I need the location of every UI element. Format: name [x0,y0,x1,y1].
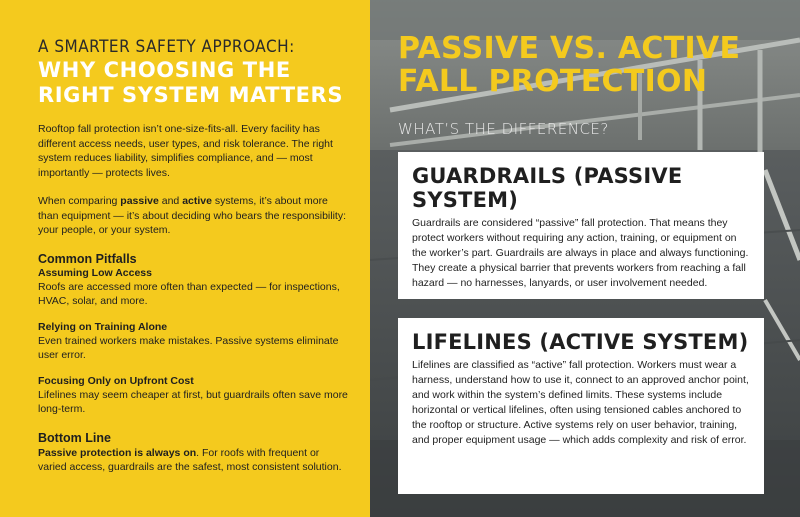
right-title-line-1: PASSIVE VS. ACTIVE [398,31,741,66]
left-headline [38,58,348,108]
compare-bold-active: active [182,195,212,207]
pitfall-text-3: Lifelines may seem cheaper at first, but guardrails often save more long-term. [38,388,348,415]
compare-text-2: and [158,195,183,207]
compare-text-1: When comparing [38,195,121,207]
lifelines-card-text: Lifelines are classified as “active” fall protection. Workers must wear a harness, understand how to use it, connect to an approved anchor point, and work within the system’s defined limits. These systems include horizontal or vertical lifelines, often using tensioned cables anchored to the rooftop or structure. Active systems rely on user behavior, training, and proper equipment usage — which adds complexity and risk of error. [412,359,749,446]
pitfall-text-2: Even trained workers make mistakes. Passive systems eliminate user error. [38,334,339,361]
pitfall-text-1: Roofs are accessed more often than expected — for inspections, HVAC, solar, and more. [38,280,340,307]
lifelines-card [398,318,764,494]
headline-line-2: RIGHT SYSTEM MATTERS [38,83,344,107]
guardrails-card-text: Guardrails are considered “passive” fall protection. That means they protect workers without requiring any action, training, or equipment on the worker’s part. Guardrails are always in place and always functioning. They create a physical barrier that prevents workers from reaching a fall hazard — no harnesses, lanyards, or user involvement needed. [412,217,749,289]
bottom-line-text [38,446,348,475]
guardrails-card-title: GUARDRAILS (PASSIVE SYSTEM) [412,164,683,212]
lifelines-card-title: LIFELINES (ACTIVE SYSTEM) [412,330,749,354]
guardrails-card [398,152,764,299]
right-subtitle: WHAT’S THE DIFFERENCE? [398,120,609,138]
intro-paragraph: Rooftop fall protection isn’t one-size-fits-all. Every facility has different access needs, user types, and risk tolerance. The right system reduces liability, simplifies compliance, and — most importantly — protects lives. [38,123,333,179]
compare-text-3: systems, it’s about more than equipment — it’s about deciding who bears the responsibility: your people, or your system. [38,195,346,236]
headline-line-1: WHY CHOOSING THE [38,58,291,82]
bottom-line-heading: Bottom Line [38,430,111,445]
pitfall-title-1: Assuming Low Access [38,266,152,279]
right-title-line-2: FALL PROTECTION [398,64,708,99]
compare-paragraph [38,194,348,238]
bottom-line-rest: . For roofs with frequent or varied access, guardrails are the safest, most consistent solution. [38,446,342,473]
pitfalls-heading: Common Pitfalls [38,251,137,266]
left-panel [0,0,370,517]
kicker-text: A SMARTER SAFETY APPROACH: [38,37,295,57]
compare-bold-passive: passive [120,195,159,207]
pitfall-title-2: Relying on Training Alone [38,320,168,333]
pitfall-title-3: Focusing Only on Upfront Cost [38,374,194,387]
right-title [398,32,740,98]
right-panel-photo [370,0,800,517]
bottom-line-bold: Passive protection is always on [38,446,197,459]
